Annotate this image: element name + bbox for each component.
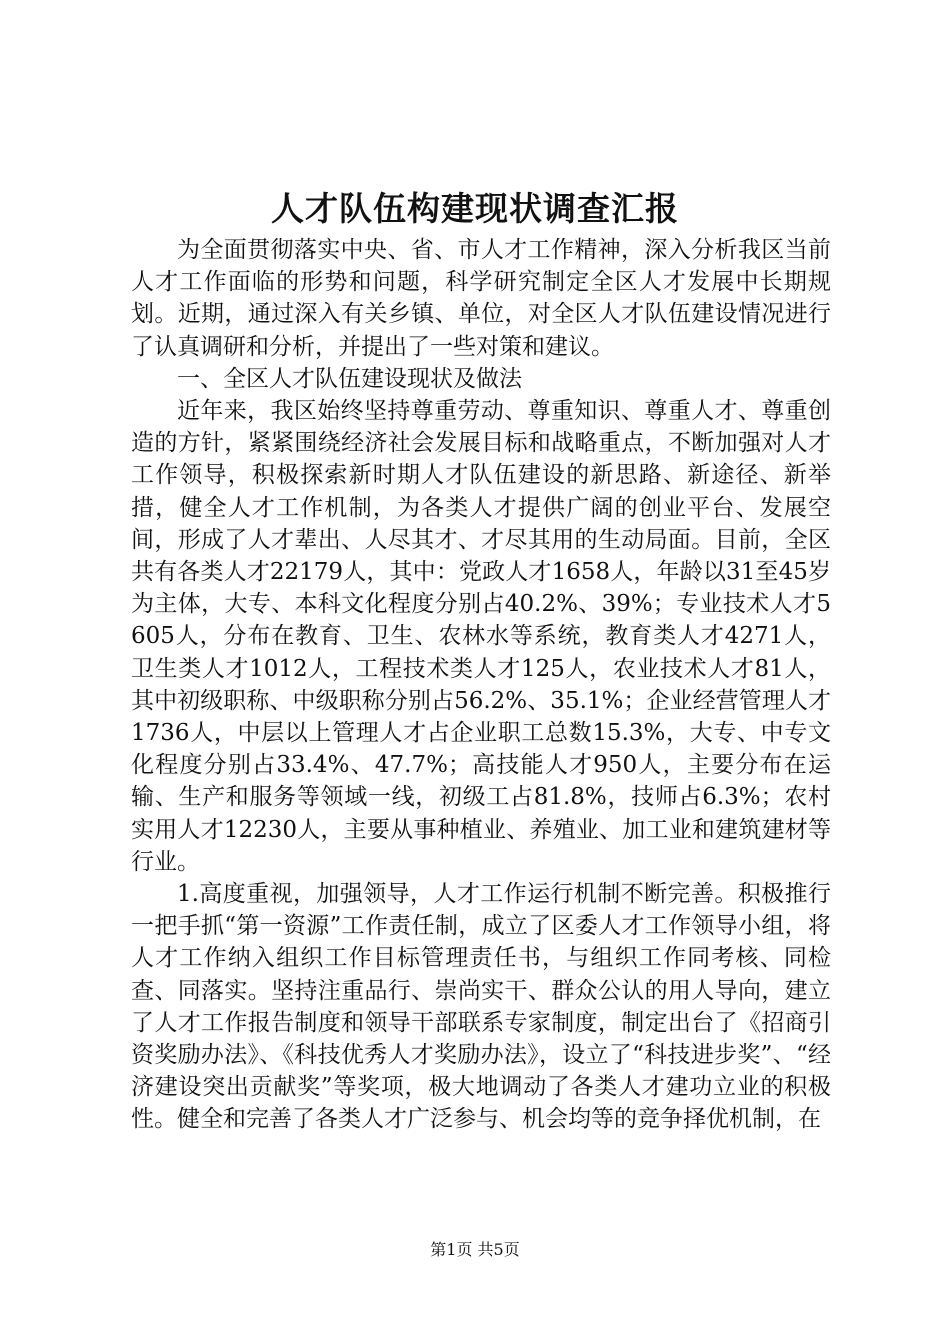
document-title: 人才队伍构建现状调查汇报 [271,189,679,228]
measures-paragraph: 1.高度重视，加强领导，人才工作运行机制不断完善。积极推行一把手抓“第一资源”工作责任制，成立了区委人才工作领导小组，将人才工作纳入组织工作目标管理责任书，与组织工作同考核、同检查、同落实。坚持注重品行、崇尚实干、群众公认的用人导向，建立了人才工作报告制度和领导干部联系专家制度，制定出台了《招商引资奖励办法》、《科技优秀人才奖励办法》，设立了“科技进步奖”、“经济建设突出贡献奖”等奖项，极大地调动了各类人才建功立业的积极性。健全和完善了各类人才广泛参与、机会均等的竞争择优机制，在 [131,881,831,1133]
section-heading: 一、全区人才队伍建设现状及做法 [177,365,522,392]
status-paragraph: 近年来，我区始终坚持尊重劳动、尊重知识、尊重人才、尊重创造的方针，紧紧围绕经济社会发展目标和战略重点，不断加强对人才工作领导，积极探索新时期人才队伍建设的新思路、新途径、新举措，健全人才工作机制，为各类人才提供广阔的创业平台、发展空间，形成了人才辈出、人尽其才、才尽其用的生动局面。目前，全区共有各类人才22179人，其中：党政人才1658人，年龄以31至45岁为主体，大专、本科文化程度分别占40.2%、39%；专业技术人才5605人，分布在教育、卫生、农林水等系统，教育类人才4271人，卫生类人才1012人，工程技术类人才125人，农业技术人才81人，其中初级职称、中级职称分别占56.2%、35.1%；企业经营管理人才1736人，中层以上管理人才占企业职工总数15.3%，大专、中专文化程度分别占33.4%、47.7%；高技能人才950人，主要分布在运输、生产和服务等领域一线，初级工占81.8%，技师占6.3%；农村实用人才12230人，主要从事种植业、养殖业、加工业和建筑建材等行业。 [131,398,831,875]
page-footer: 第1页 共5页 [430,1240,520,1259]
document-body [131,234,831,1136]
intro-paragraph: 为全面贯彻落实中央、省、市人才工作精神，深入分析我区当前人才工作面临的形势和问题，科学研究制定全区人才发展中长期规划。近期，通过深入有关乡镇、单位，对全区人才队伍建设情况进行了认真调研和分析，并提出了一些对策和建议。 [131,237,831,360]
